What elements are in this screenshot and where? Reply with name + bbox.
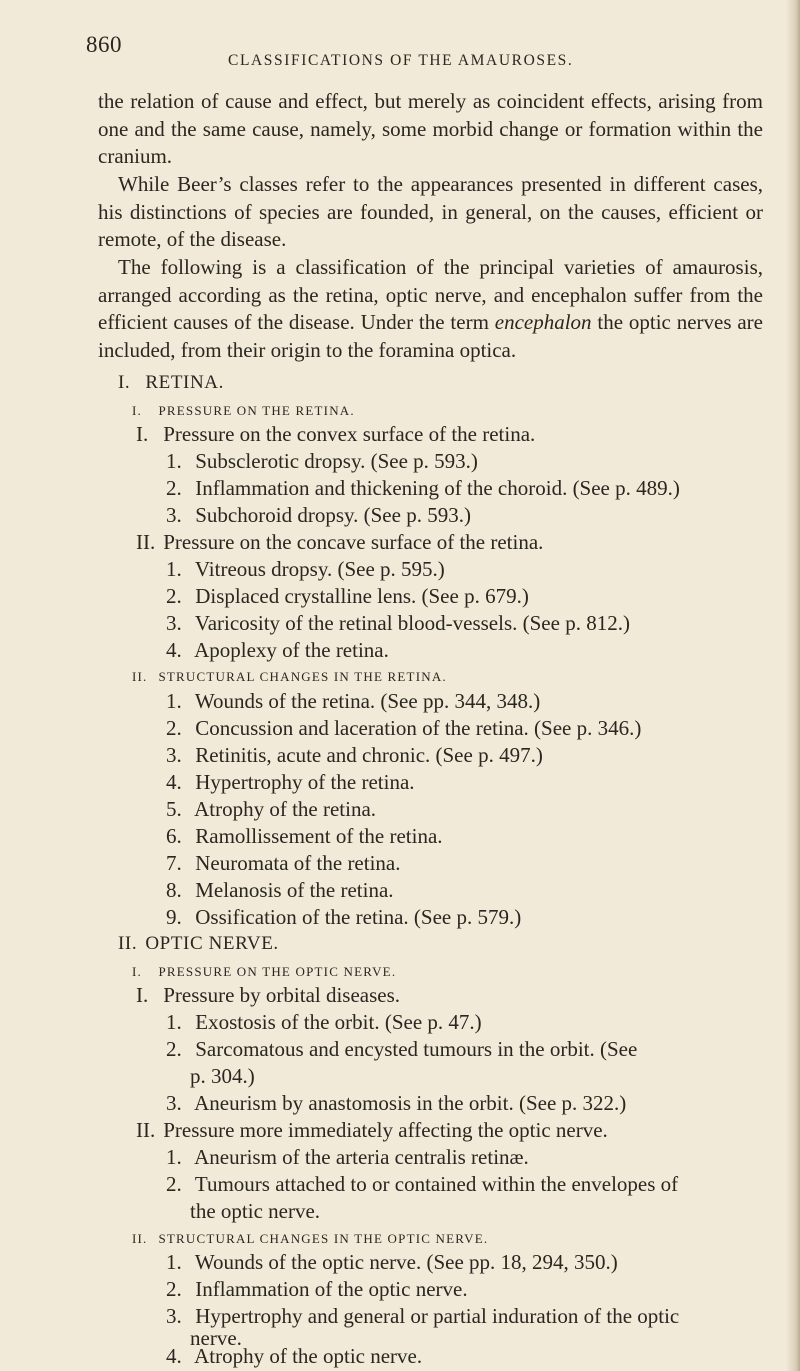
list-item [166, 878, 394, 903]
group-title: Pressure by orbital diseases. [163, 983, 401, 1007]
list-item [166, 743, 543, 768]
list-item [166, 1091, 626, 1116]
group-number: I. [136, 422, 149, 446]
item-text: Inflammation and thickening of the choroid. (See p. 489.) [195, 476, 680, 500]
list-item [166, 1172, 678, 1197]
item-number: 1. [166, 557, 182, 581]
item-text: Atrophy of the retina. [194, 797, 377, 821]
list-item-continuation: p. 304.) [190, 1064, 255, 1088]
page-header [86, 32, 786, 68]
item-number: 7. [166, 851, 182, 875]
page-number: 860 [86, 32, 122, 57]
item-text: Exostosis of the orbit. (See p. 47.) [195, 1010, 482, 1034]
item-number: 4. [166, 638, 182, 662]
page-edge-shadow [786, 0, 800, 1371]
paragraph-1: the relation of cause and effect, but merely as coincident effects, arising from one and the same cause, namely, some morbid change or formation within the cranium. [98, 89, 763, 169]
running-head: CLASSIFICATIONS OF THE AMAUROSES. [228, 52, 574, 69]
item-number: 3. [166, 503, 182, 527]
paragraph-3-text-b: the optic nerves are included, from their origin to the foramina optica. [98, 310, 763, 362]
group-heading [136, 983, 400, 1008]
section-heading [118, 933, 279, 955]
item-text: Melanosis of the retina. [195, 878, 394, 902]
list-item [166, 1037, 637, 1062]
section-number: I. [118, 372, 131, 393]
section-heading [118, 372, 224, 394]
item-number: 2. [166, 1037, 182, 1061]
list-item [166, 638, 389, 663]
list-item [166, 1145, 529, 1170]
list-item [166, 851, 401, 876]
item-text: Apoplexy of the retina. [194, 638, 389, 662]
list-item [166, 1344, 422, 1369]
item-text: Varicosity of the retinal blood-vessels. (See p. 812.) [194, 611, 630, 635]
item-text: Aneurism by anastomosis in the orbit. (See p. 322.) [194, 1091, 627, 1115]
list-item [166, 611, 630, 636]
item-number: 3. [166, 743, 182, 767]
item-text: Subchoroid dropsy. (See p. 593.) [195, 503, 471, 527]
paragraph-2: While Beer’s classes refer to the appearances presented in different cases, his distinctions of species are founded, in general, on the causes, efficient or remote, of the disease. [98, 172, 763, 252]
list-item-continuation: nerve. [190, 1326, 242, 1350]
item-number: 9. [166, 905, 182, 929]
group-number: I. [136, 983, 149, 1007]
subsection-title: STRUCTURAL CHANGES IN THE OPTIC NERVE. [158, 1231, 489, 1246]
item-text: Retinitis, acute and chronic. (See p. 497.) [195, 743, 543, 767]
item-number: 4. [166, 1344, 182, 1368]
item-number: 1. [166, 1145, 182, 1169]
item-text: Ramollissement of the retina. [195, 824, 443, 848]
item-text: Neuromata of the retina. [195, 851, 401, 875]
subsection-heading [132, 964, 396, 980]
group-heading [136, 1118, 608, 1143]
subsection-title: STRUCTURAL CHANGES IN THE RETINA. [158, 669, 447, 684]
section-title: OPTIC NERVE. [145, 933, 279, 954]
item-number: 6. [166, 824, 182, 848]
item-text: Ossification of the retina. (See p. 579.) [195, 905, 522, 929]
subsection-number: I. [132, 403, 142, 418]
group-heading [136, 422, 535, 447]
subsection-number: II. [132, 669, 148, 684]
subsection-heading [132, 403, 355, 419]
item-text: Atrophy of the optic nerve. [194, 1344, 423, 1368]
item-number: 3. [166, 1091, 182, 1115]
item-text: Hypertrophy of the retina. [195, 770, 415, 794]
subsection-heading [132, 1231, 488, 1247]
item-text: Aneurism of the arteria centralis retinæ. [194, 1145, 529, 1169]
list-item [166, 503, 471, 528]
item-number: 1. [166, 1010, 182, 1034]
item-number: 1. [166, 1250, 182, 1274]
item-text: Inflammation of the optic nerve. [195, 1277, 468, 1301]
item-number: 3. [166, 611, 182, 635]
list-item [166, 716, 641, 741]
list-item [166, 557, 445, 582]
item-text: Wounds of the retina. (See pp. 344, 348.) [194, 689, 541, 713]
paragraph-3-text-a: The following is a classification of the principal varieties of amaurosis, arranged according as the retina, optic nerve, and encephalon suffer from the efficient causes of the disease. Under the term [98, 255, 763, 335]
list-item [166, 449, 478, 474]
section-number: II. [118, 933, 138, 954]
group-title: Pressure on the concave surface of the retina. [163, 530, 544, 554]
paragraph-3 [98, 254, 763, 364]
list-item [166, 1010, 482, 1035]
list-item [166, 1277, 468, 1302]
item-number: 4. [166, 770, 182, 794]
group-heading [136, 530, 543, 555]
item-text: Hypertrophy and general or partial induration of the optic [195, 1304, 680, 1328]
subsection-number: II. [132, 1231, 148, 1246]
item-number: 1. [166, 449, 182, 473]
list-item [166, 1304, 679, 1329]
list-item [166, 797, 376, 822]
group-number: II. [136, 530, 156, 554]
subsection-title: PRESSURE ON THE OPTIC NERVE. [158, 964, 397, 979]
section-title: RETINA. [145, 372, 224, 393]
list-item [166, 905, 521, 930]
list-item [166, 689, 540, 714]
item-text: Wounds of the optic nerve. (See pp. 18, 294, 350.) [194, 1250, 618, 1274]
item-number: 5. [166, 797, 182, 821]
subsection-heading [132, 669, 447, 685]
item-number: 8. [166, 878, 182, 902]
list-item [166, 1250, 618, 1275]
list-item [166, 584, 529, 609]
item-number: 2. [166, 1277, 182, 1301]
list-item [166, 824, 443, 849]
list-item [166, 770, 415, 795]
subsection-number: I. [132, 964, 142, 979]
item-number: 2. [166, 476, 182, 500]
group-number: II. [136, 1118, 156, 1142]
item-number: 2. [166, 716, 182, 740]
item-text: Subsclerotic dropsy. (See p. 593.) [195, 449, 478, 473]
item-number: 3. [166, 1304, 182, 1328]
list-item-continuation: the optic nerve. [190, 1199, 321, 1223]
item-text: Concussion and laceration of the retina. (See p. 346.) [195, 716, 642, 740]
item-text: Tumours attached to or contained within the envelopes of [194, 1172, 679, 1196]
group-title: Pressure on the convex surface of the retina. [163, 422, 536, 446]
item-text: Sarcomatous and encysted tumours in the orbit. (See [195, 1037, 638, 1061]
item-text: Vitreous dropsy. (See p. 595.) [194, 557, 445, 581]
group-title: Pressure more immediately affecting the optic nerve. [163, 1118, 608, 1142]
subsection-title: PRESSURE ON THE RETINA. [158, 403, 355, 418]
item-text: Displaced crystalline lens. (See p. 679.) [195, 584, 529, 608]
paragraph-3-term: encephalon [494, 310, 592, 335]
list-item [166, 476, 680, 501]
item-number: 1. [166, 689, 182, 713]
item-number: 2. [166, 584, 182, 608]
item-number: 2. [166, 1172, 182, 1196]
